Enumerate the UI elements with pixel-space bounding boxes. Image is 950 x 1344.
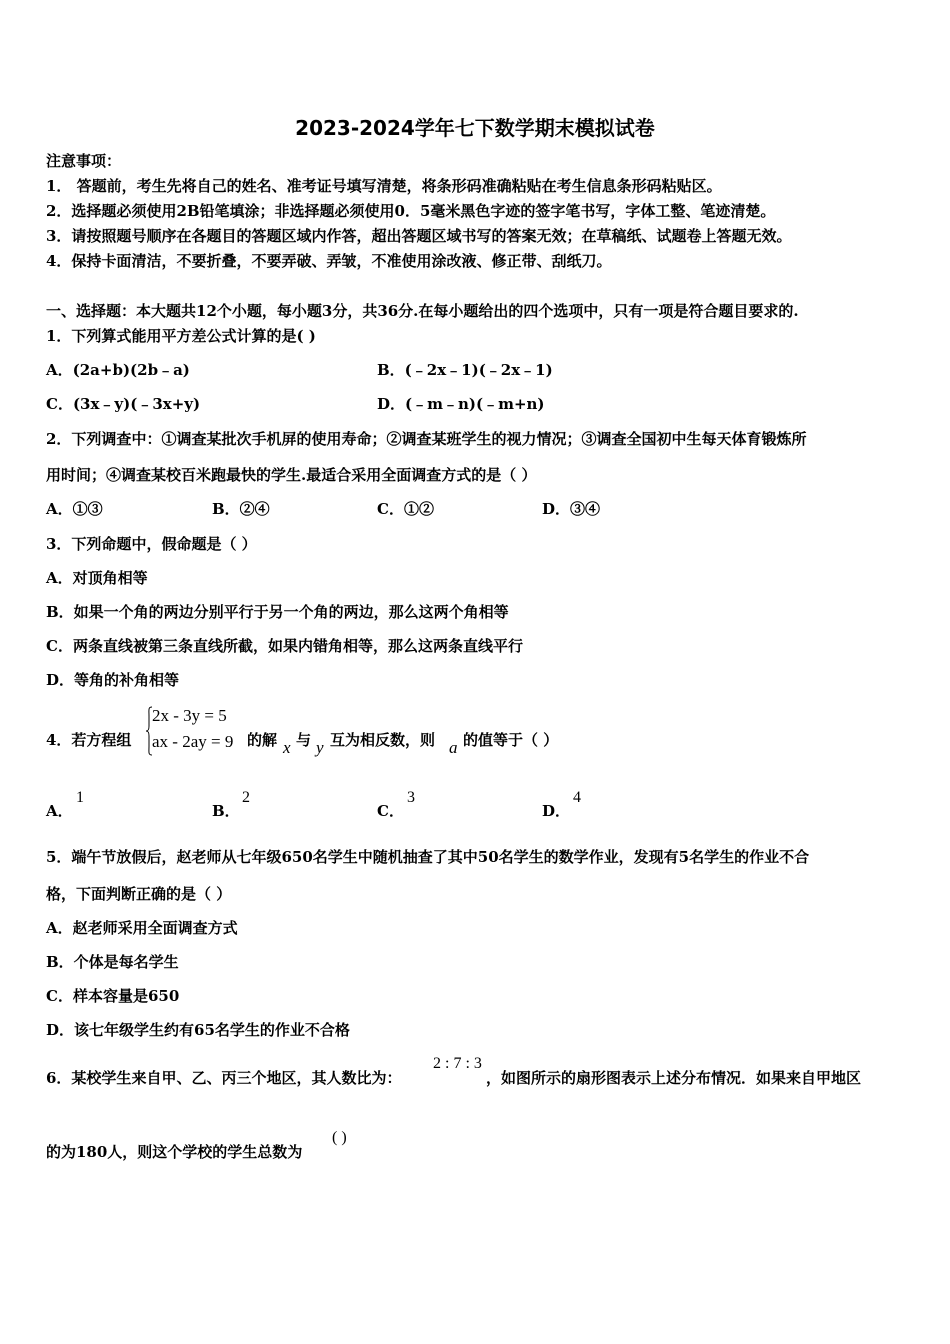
q4-prefix: 4．若方程组	[46, 731, 132, 749]
q3-option-d: D．等角的补角相等	[46, 671, 180, 689]
q1-option-a: A．(2a+b)(2b﹣a)	[46, 361, 190, 379]
q5-option-b: B．个体是每名学生	[46, 953, 179, 971]
q5-option-d: D．该七年级学生约有65名学生的作业不合格	[46, 1021, 350, 1039]
q1-option-c: C．(3x﹣y)(﹣3x+y)	[46, 395, 201, 413]
q4-option-a-value: 1	[76, 789, 84, 806]
q2-option-b: B．②④	[212, 500, 270, 518]
q5-option-c: C．样本容量是650	[46, 987, 180, 1005]
ratio: 2 : 7 : 3	[433, 1055, 482, 1072]
q6-stem: 6．某校学生来自甲、乙、丙三个地区，其人数比为：	[46, 1069, 402, 1087]
q4-option-a-label: A．	[46, 802, 73, 820]
q4-option-b-value: 2	[242, 789, 250, 806]
notice-heading: 注意事项：	[46, 152, 122, 170]
q3-option-b: B．如果一个角的两边分别平行于另一个角的两边，那么这两个角相等	[46, 603, 509, 621]
q3-option-a: A．对顶角相等	[46, 569, 148, 587]
q2-stem-line1: 2．下列调查中：①调查某批次手机屏的使用寿命；②调查某班学生的视力情况；③调查全国初中生每天体育锻炼所	[46, 430, 807, 448]
notice-item: 1． 答题前，考生先将自己的姓名、准考证号填写清楚，将条形码准确粘贴在考生信息条形码粘贴区。	[46, 177, 722, 195]
page-title: 2023-2024学年七下数学期末模拟试卷	[295, 116, 655, 140]
q1-option-b: B．(﹣2x﹣1)(﹣2x﹣1)	[377, 361, 553, 379]
q4-option-d-value: 4	[573, 789, 581, 806]
var-y: y	[316, 738, 324, 757]
equation-system	[145, 706, 245, 758]
q5-stem-line1: 5．端午节放假后，赵老师从七年级650名学生中随机抽查了其中50名学生的数学作业，发现有5名学生的作业不合	[46, 848, 810, 866]
q2-option-c: C．①②	[377, 500, 434, 518]
equation-2: ax - 2ay = 9	[152, 732, 234, 751]
q2-stem-line2: 用时间；④调查某校百米跑最快的学生.最适合采用全面调查方式的是（ ）	[46, 466, 537, 484]
answer-paren: ( )	[332, 1129, 347, 1146]
q5-stem-line2: 格，下面判断正确的是（ ）	[46, 885, 232, 903]
section-heading: 一、选择题：本大题共12个小题，每小题3分，共36分.在每小题给出的四个选项中，只有一项是符合题目要求的.	[46, 302, 799, 320]
q4-text: 的值等于（ ）	[463, 731, 559, 749]
notice-item: 3．请按照题号顺序在各题目的答题区域内作答，超出答题区域书写的答案无效；在草稿纸、试题卷上答题无效。	[46, 227, 792, 245]
var-x: x	[283, 738, 291, 757]
var-a: a	[449, 738, 458, 757]
q2-option-d: D．③④	[542, 500, 601, 518]
q2-option-a: A．①③	[46, 500, 103, 518]
q4-option-b-label: B．	[212, 802, 240, 820]
q4-option-d-label: D．	[542, 802, 571, 820]
notice-item: 4．保持卡面清洁，不要折叠，不要弄破、弄皱，不准使用涂改液、修正带、刮纸刀。	[46, 252, 612, 270]
q3-option-c: C．两条直线被第三条直线所截，如果内错角相等，那么这两条直线平行	[46, 637, 523, 655]
q3-stem: 3．下列命题中，假命题是（ ）	[46, 535, 257, 553]
notice-item: 2．选择题必须使用2B铅笔填涂；非选择题必须使用0．5毫米黑色字迹的签字笔书写，字体工整、笔迹清楚。	[46, 202, 776, 220]
q1-stem: 1．下列算式能用平方差公式计算的是( )	[46, 327, 316, 345]
q4-option-c-value: 3	[407, 789, 415, 806]
q5-option-a: A．赵老师采用全面调查方式	[46, 919, 238, 937]
q1-option-d: D．(﹣m﹣n)(﹣m+n)	[377, 395, 545, 413]
equation-1: 2x - 3y = 5	[152, 706, 227, 725]
q4-option-c-label: C．	[377, 802, 404, 820]
q6-stem-line2: 的为180人，则这个学校的学生总数为	[46, 1143, 303, 1161]
q4-text: 与	[296, 731, 312, 749]
q4-text: 互为相反数，则	[330, 731, 436, 749]
q4-text: 的解	[247, 731, 278, 749]
q6-stem: ，如图所示的扇形图表示上述分布情况．如果来自甲地区	[486, 1069, 862, 1087]
